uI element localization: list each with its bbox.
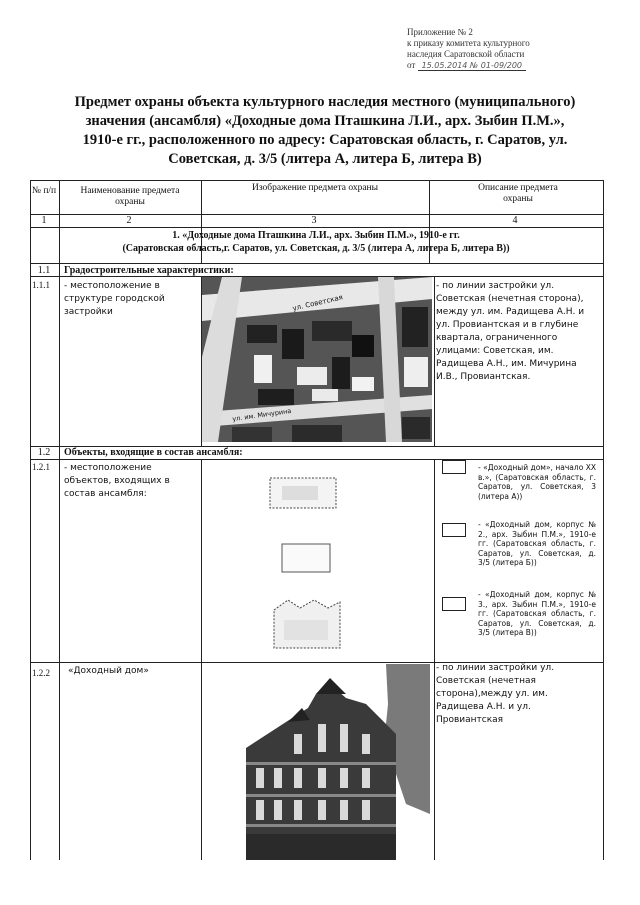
- legend-text-a: - «Доходный дом», начало XX в.», (Саратовская область, г. Саратов, ул. Советская, 3 (литера А)): [478, 463, 596, 501]
- row-1-2-1-name: - местоположение объектов, входящих в состав ансамбля:: [64, 463, 170, 499]
- row-1-2-1-num: 1.2.1: [32, 462, 50, 472]
- appendix-line4: [407, 60, 530, 71]
- row-1-2-2-desc: - по линии застройки ул. Советская (нечетная сторона),между ул. им. Радищева А.Н. и ул. Провиантская: [436, 663, 555, 725]
- title-line4: Советская, д. 3/5 (литера А, литера Б, литера В): [168, 151, 482, 167]
- appendix-handwritten-date: 15.05.2014 № 01-09/200: [418, 61, 526, 71]
- row-1-1-1-name: - местоположение в структуре городской застройки: [64, 281, 165, 317]
- footprint-litera-b: [282, 544, 330, 572]
- table-line: [31, 459, 603, 460]
- document-title: [30, 93, 620, 169]
- row-1-1-1-desc: - по линии застройки ул. Советская (нечетная сторона), между ул. им. Радищева А.Н. и ул. Провиантская и в глубине квартала, ограниченного улицами: Советская, им. Радищева А.Н., им. Мичурина И.В., Провиантская.: [436, 281, 585, 382]
- table-line: [31, 227, 603, 228]
- footprint-litera-v: [274, 600, 340, 648]
- table-line: [31, 263, 603, 264]
- table-line: [59, 263, 60, 860]
- table-line: [434, 276, 435, 446]
- ensemble-site-plan: [260, 470, 350, 650]
- legend-text-v: - «Доходный дом, корпус № 3., арх. Зыбин П.М.», 1910-е гг. (Саратовская область, г. Саратов, ул. Советская, д. 3/5 (литера В)): [478, 590, 596, 637]
- appendix-date-prefix: от: [407, 60, 416, 70]
- appendix-line2: к приказу комитета культурного: [407, 38, 530, 48]
- legend-swatch-v: [442, 597, 466, 611]
- legend-swatch-a: [442, 460, 466, 474]
- appendix-block: [407, 27, 530, 71]
- footprint-litera-a: [270, 478, 336, 508]
- legend-text-b: - «Доходный дом, корпус № 2., арх. Зыбин П.М.», 1910-е гг. (Саратовская область, г. Саратов, ул. Советская, д. 3/5 (литера Б)): [478, 520, 596, 567]
- row-1-2-2-name: «Доходный дом»: [68, 666, 149, 676]
- row-1-1-num: 1.1: [37, 265, 51, 276]
- table-line: [31, 180, 603, 181]
- table-line: [201, 459, 202, 860]
- legend-swatch-b: [442, 523, 466, 537]
- colnum-3: 3: [311, 215, 317, 226]
- colnum-1: 1: [41, 215, 47, 226]
- title-line3: 1910-е гг., расположенного по адресу: Саратовская область, г. Саратов, ул.: [82, 132, 568, 148]
- section1-title: [30, 229, 602, 255]
- row-1-1-title: Градостроительные характеристики:: [64, 265, 234, 276]
- title-line1: Предмет охраны объекта культурного наследия местного (муниципального): [74, 94, 576, 110]
- row-1-2-num: 1.2: [37, 447, 51, 458]
- row-1-2-title: Объекты, входящие в состав ансамбля:: [64, 447, 243, 458]
- header-num: № п/п: [31, 186, 57, 196]
- row-1-1-1-num: 1.1.1: [32, 280, 50, 290]
- map-street-label-michurina: ул. им. Мичурина: [231, 406, 292, 424]
- header-image: Изображение предмета охраны: [251, 183, 379, 193]
- colnum-4: 4: [512, 215, 518, 226]
- header-desc: Описание предмета охраны: [478, 183, 558, 204]
- appendix-line1: Приложение № 2: [407, 27, 473, 37]
- title-line2: значения (ансамбля) «Доходные дома Пташкина Л.И., арх. Зыбин П.М.»,: [85, 113, 565, 129]
- row-1-2-2-num: 1.2.2: [32, 668, 50, 678]
- table-line: [434, 459, 435, 860]
- map-street-label-sovetskaya: ул. Советская: [291, 293, 344, 313]
- appendix-line3: наследия Саратовской области: [407, 49, 525, 59]
- section1-line2: (Саратовская область,г. Саратов, ул. Советская, д. 3/5 (литера А, литера Б, литера В)): [122, 243, 510, 254]
- building-photo-drawing: [246, 664, 430, 860]
- colnum-2: 2: [126, 215, 132, 226]
- header-name: Наименование предмета охраны: [80, 186, 180, 207]
- section1-line1: 1. «Доходные дома Пташкина Л.И., арх. Зыбин П.М.», 1910-е гг.: [172, 230, 460, 241]
- building-photo: [246, 664, 430, 860]
- aerial-map-image: [202, 277, 432, 442]
